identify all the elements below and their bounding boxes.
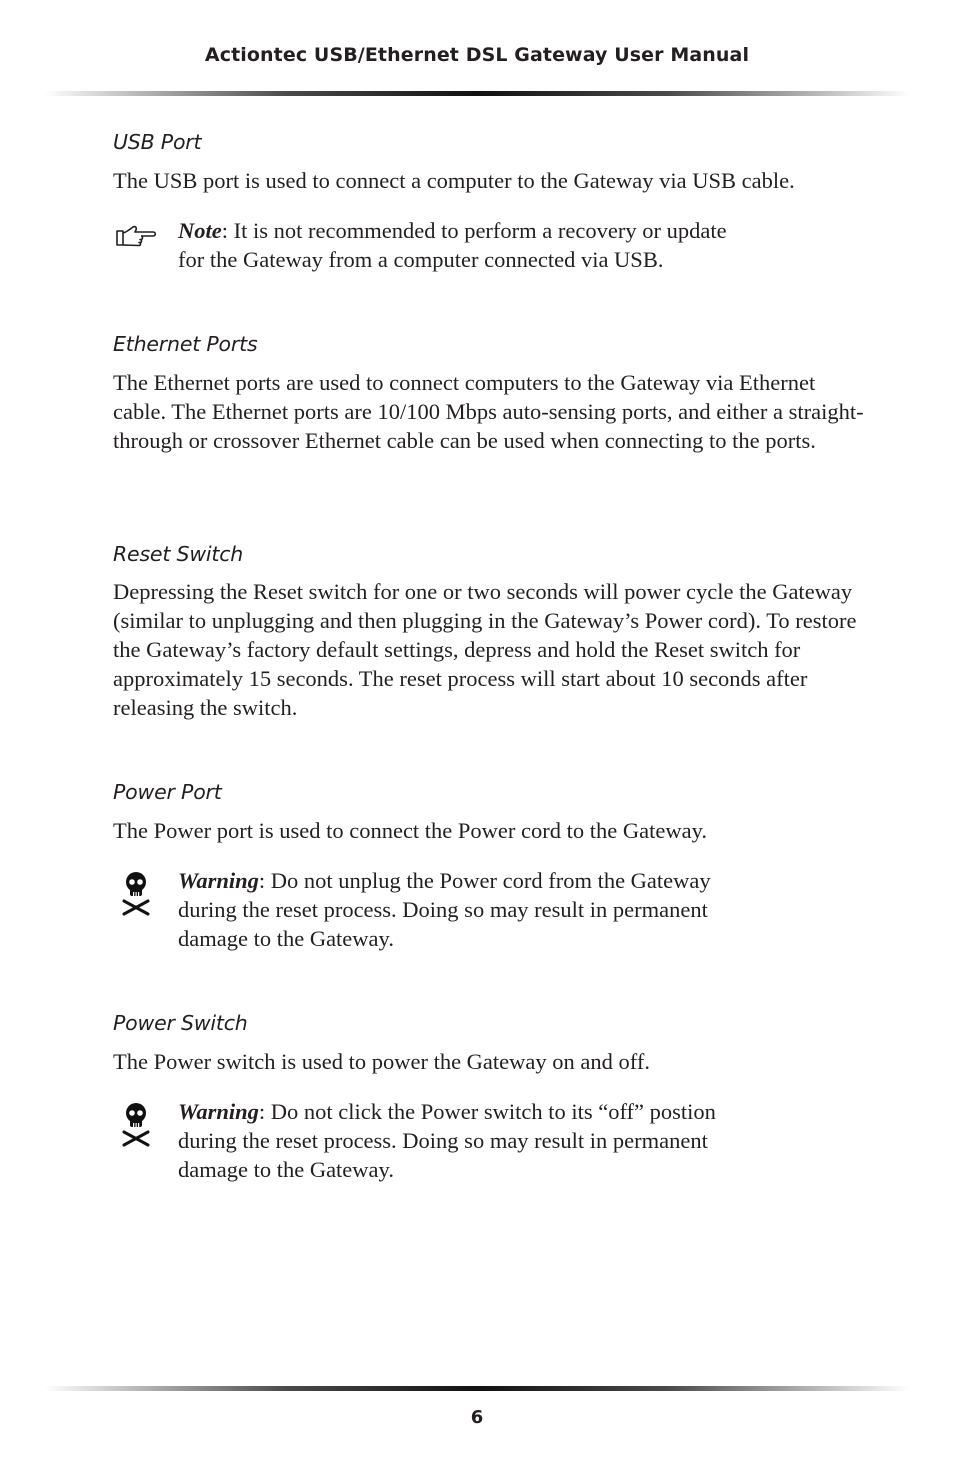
section-heading-reset-switch: Reset Switch [113, 542, 244, 566]
footer-rule [44, 1386, 910, 1391]
page-number: 6 [470, 1407, 484, 1428]
callout-lead: Note [178, 218, 222, 243]
page-header-title: Actiontec USB/Ethernet DSL Gateway User Manual [204, 44, 750, 66]
callout-lead: Warning [178, 868, 259, 893]
skull-crossbones-icon [120, 1101, 152, 1149]
callout-text: : It is not recommended to perform a recovery or update for the Gateway from a computer connected via USB. [178, 218, 727, 272]
callout-note-usb [178, 216, 758, 274]
callout-text: : Do not unplug the Power cord from the Gateway during the reset process. Doing so may result in permanent damage to the Gateway. [178, 868, 711, 951]
callout-text: : Do not click the Power switch to its “off” postion during the reset process. Doing so may result in permanent damage to the Gateway. [178, 1099, 716, 1182]
section-body-power-switch: The Power switch is used to power the Gateway on and off. [113, 1049, 650, 1074]
header-rule [44, 91, 910, 96]
callout-warning-power-switch [178, 1097, 758, 1184]
section-body-reset-switch: Depressing the Reset switch for one or two seconds will power cycle the Gateway (similar to unplugging and then plugging in the Gateway’s Power cord). To restore the Gateway’s factory default settings, depress and hold the Reset switch for approximately 15 seconds. The reset process will start about 10 seconds after releasing the switch. [113, 579, 857, 720]
section-body-usb-port: The USB port is used to connect a computer to the Gateway via USB cable. [113, 168, 795, 193]
callout-lead: Warning [178, 1099, 259, 1124]
skull-crossbones-icon [120, 870, 152, 918]
section-body-power-port: The Power port is used to connect the Power cord to the Gateway. [113, 818, 707, 843]
section-heading-ethernet-ports: Ethernet Ports [113, 332, 258, 356]
section-body-ethernet-ports: The Ethernet ports are used to connect computers to the Gateway via Ethernet cable. The Ethernet ports are 10/100 Mbps auto-sensing ports, and either a straight-through or crossover Ethernet cable can be used when connecting to the ports. [113, 370, 864, 453]
section-heading-usb-port: USB Port [113, 130, 202, 154]
section-heading-power-port: Power Port [113, 780, 222, 804]
pointing-hand-icon [116, 224, 158, 248]
section-heading-power-switch: Power Switch [113, 1011, 248, 1035]
callout-warning-power-port [178, 866, 758, 953]
